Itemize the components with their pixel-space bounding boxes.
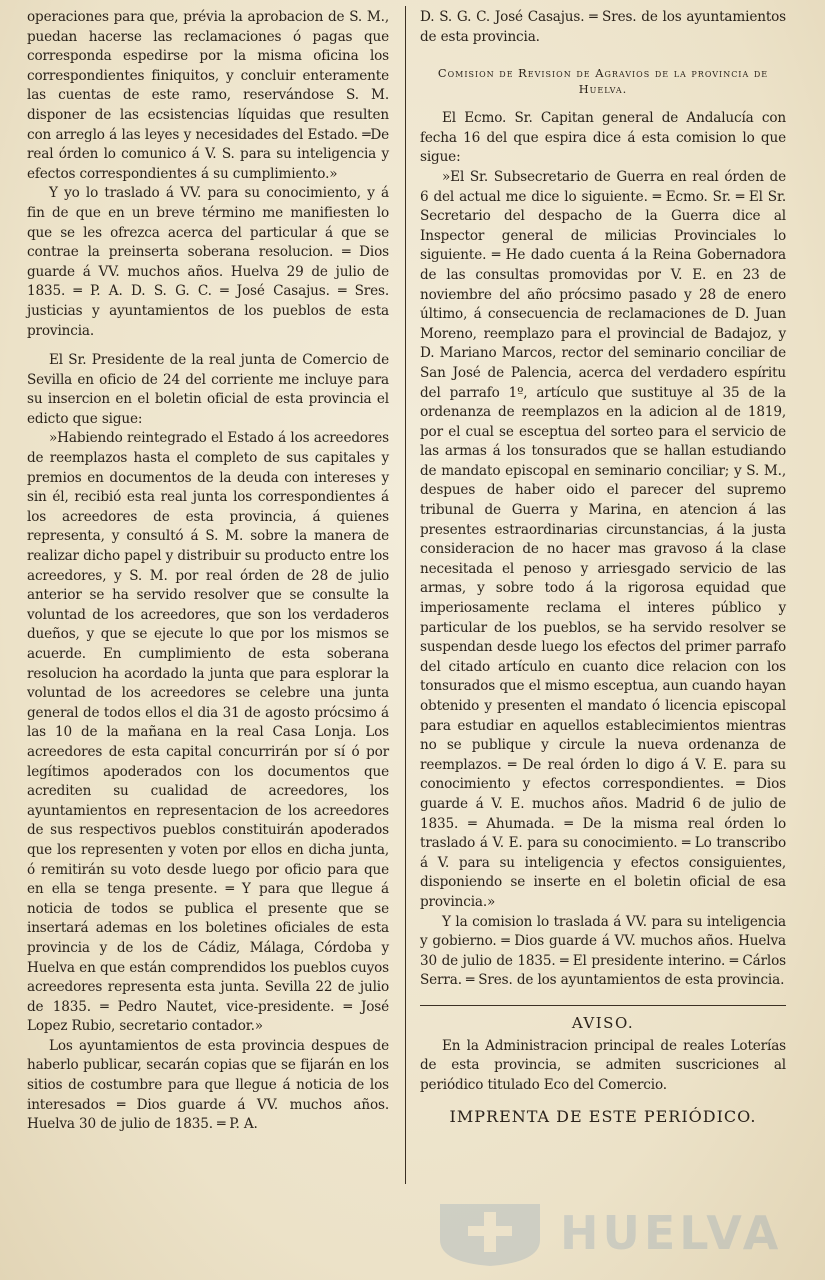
column-divider	[405, 6, 406, 1184]
archive-watermark	[430, 1200, 783, 1268]
aviso-title: AVISO.	[571, 1013, 635, 1032]
left-paragraph-3: El Sr. Presidente de la real junta de Comercio de Sevilla en oficio de 24 del corriente me incluye para su insercion en el boletin oficial de esta provincia el edicto que sigue:	[27, 352, 389, 427]
watermark-label: HUELVA	[560, 1206, 783, 1260]
spacer	[27, 341, 389, 351]
section-rule	[420, 1005, 786, 1006]
left-paragraph-4: »Habiendo reintegrado el Estado á los acreedores de reemplazos hasta el completo de sus capitales y premios en documentos de la deuda con intereses y sin él, recibió esta real junta los correspondientes á los acreedores de esta provincia, á quienes representa, y consultó á S. M. sobre la manera de realizar dicho papel y distribuir su producto entre los acreedores, y S. M. por real órden de 28 de julio anterior se ha servido resolver que se consulte la voluntad de los acreedores, que son los verdaderos dueños, y que se ejecute lo que por los mismos se acuerde. En cumplimiento de esta soberana resolucion ha acordado la junta que para esplorar la voluntad de los acreedores se celebre una junta general de todos ellos el dia 31 de agosto prócsimo á las 10 de la mañana en la real Casa Lonja. Los acreedores de esta capital concurrirán por sí ó por legítimos apoderados con los documentos que acrediten su cualidad de acreedores, los ayuntamientos en representacion de los acreedores de sus respectivos pueblos constituirán apoderados que los representen y voten por ellos en dicha junta, ó remitirán su voto desde luego por oficio para que en ella se tenga presente. ═ Y para que llegue á noticia de todos se publica el presente que se insertará ademas en los boletines oficiales de esta provincia y de los de Cádiz, Málaga, Córdoba y Huelva en que están comprendidos los pueblos cuyos acreedores representa esta junta. Sevilla 22 de julio de 1835. ═ Pedro Nautet, vice-presidente. ═ José Lopez Rubio, secretario contador.»	[27, 430, 389, 1035]
aviso-text: En la Administracion principal de reales Loterías de esta provincia, se admiten suscriciones al periódico titulado Eco del Comercio.	[420, 1037, 786, 1093]
left-column	[27, 8, 389, 1135]
left-paragraph-1: operaciones para que, prévia la aprobacion de S. M., puedan hacerse las reclamaciones ó pagas que corresponda espedirse por la misma oficina los correspondientes finiquitos, y concluir enteramente las cuentas de este ramo, reservándose S. M. disponer de las ecsistencias líquidas que resulten con arreglo á las leyes y necesidades del Estado. ═De real órden lo comunico á V. S. para su inteligencia y efectos correspondientes á su cumplimiento.»	[27, 9, 389, 182]
section-heading: Comision de Revision de Agravios de la provincia de Huelva.	[437, 66, 769, 97]
right-paragraph-4: Y la comision lo traslada á VV. para su inteligencia y gobierno. ═ Dios guarde á VV. muchos años. Huelva 30 de julio de 1835. ═ El presidente interino. ═ Cárlos Serra. ═ Sres. de los ayuntamientos de esta provincia.	[420, 913, 786, 989]
imprenta-footer: IMPRENTA DE ESTE PERIÓDICO.	[449, 1107, 757, 1127]
right-paragraph-3: »El Sr. Subsecretario de Guerra en real órden de 6 del actual me dice lo siguiente. ═ Ecmo. Sr. ═ El Sr. Secretario del despacho de la Guerra dice al Inspector general de milicias Provinciales lo siguiente. ═ He dado cuenta á la Reina Gobernadora de las consultas promovidas por V. E. en 23 de noviembre del año prócsimo pasado y 28 de enero último, á consecuencia de reclamaciones de D. Juan Moreno, reemplazo para el provincial de Badajoz, y D. Mariano Marcos, rector del seminario conciliar de San José de Palencia, acerca del verdadero espíritu del parrafo 1º, artículo que sustituye al 35 de la ordenanza de reemplazos en la adicion al de 1819, por el cual se esceptua del sorteo para el servicio de las armas á los tonsurados que se hallan estudiando de mandato episcopal en seminario conciliar; y S. M., despues de haber oido el parecer del supremo tribunal de Guerra y Marina, en atencion á las presentes estraordinarias circunstancias, á la justa consideracion de no hacer mas gravoso á la clase necesitada el penoso y arriesgado servicio de las armas, y sobre todo á la rigorosa equidad que imperiosamente reclama el interes público y particular de los pueblos, se ha servido resolver se suspendan desde luego los efectos del primer parrafo del citado artículo en cuanto dice relacion con los tonsurados que el mismo esceptua, aun cuando hayan obtenido y presenten el mandato ó licencia episcopal para estudiar en aquellos establecimientos mientras no se publique y circule la nueva ordenanza de reemplazos. ═ De real órden lo digo á V. E. para su conocimiento y efectos correspondientes. ═ Dios guarde á V. E. muchos años. Madrid 6 de julio de 1835. ═ Ahumada. ═ De la misma real órden lo traslado á V. E. para su conocimiento. ═ Lo transcribo á V. para su inteligencia y efectos consiguientes, disponiendo se inserte en el boletin oficial de esa provincia.»	[420, 168, 786, 910]
right-column	[420, 8, 786, 1127]
right-paragraph-2: El Ecmo. Sr. Capitan general de Andalucía con fecha 16 del que espira dice á esta comision lo que sigue:	[420, 110, 786, 166]
right-paragraph-1: D. S. G. C. José Casajus. ═ Sres. de los ayuntamientos de esta provincia.	[420, 9, 786, 45]
left-paragraph-5: Los ayuntamientos de esta provincia despues de haberlo publicar, secarán copias que se fijarán en los sitios de costumbre para que llegue á noticia de los interesados ═ Dios guarde á VV. muchos años. Huelva 30 de julio de 1835. ═ P. A.	[27, 1037, 389, 1133]
shield-icon	[430, 1200, 550, 1268]
left-paragraph-2: Y yo lo traslado á VV. para su conocimiento, y á fin de que en un breve término me manifiesten lo que se les ofrezca acerca del particular á que se contrae la preinserta soberana resolucion. ═ Dios guarde á VV. muchos años. Huelva 29 de julio de 1835. ═ P. A. D. S. G. C. ═ José Casajus. ═ Sres. justicias y ayuntamientos de los pueblos de esta provincia.	[27, 185, 389, 339]
